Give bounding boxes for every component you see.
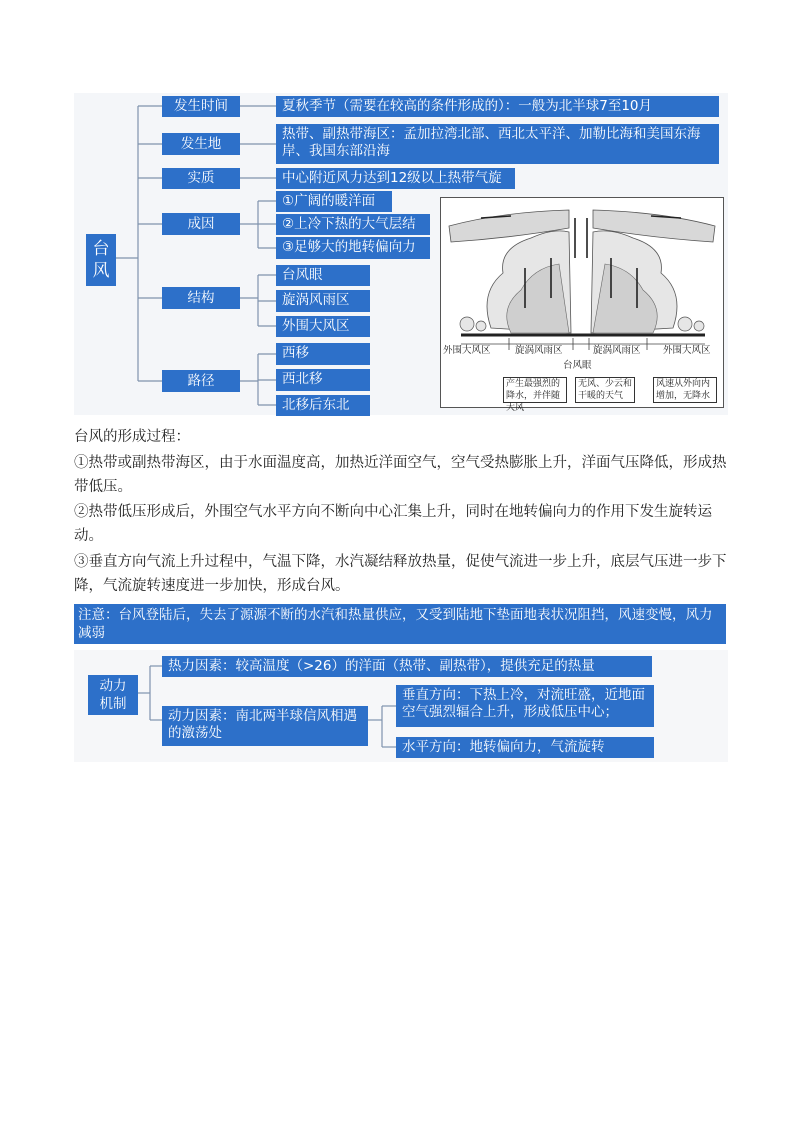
item-cause-2: [276, 214, 430, 235]
item-cause-2-text: ②上冷下热的大气层结: [282, 216, 416, 232]
item-place: [276, 124, 719, 164]
item-structure-1-text: 台风眼: [282, 267, 323, 283]
note-outer-text: 风速从外向内增加，无降水: [656, 379, 711, 401]
label-vortex-left: 旋涡风雨区: [515, 345, 563, 356]
item-time: [276, 96, 719, 117]
item-structure-3: [276, 316, 370, 337]
formation-step-1: ①热带或副热带海区，由于水面温度高，加热近洋面空气，空气受热膨胀上升，洋面气压降低，形成热带低压。: [74, 455, 727, 495]
note-eye: [575, 377, 635, 403]
horizontal-direction-text: 水平方向：地转偏向力，气流旋转: [402, 739, 605, 755]
item-path-3: [276, 395, 370, 416]
item-structure-3-text: 外围大风区: [282, 318, 350, 334]
dynamic-factor-text: 动力因素：南北两半球信风相遇的激荡处: [168, 708, 357, 741]
label-vortex-right: 旋涡风雨区: [593, 345, 641, 356]
item-path-2: [276, 369, 370, 391]
item-place-text: 热带、副热带海区：孟加拉湾北部、西北太平洋、加勒比海和美国东海岸、我国东部沿海: [282, 126, 701, 159]
branch-place-label: 发生地: [180, 135, 222, 152]
typhoon-cloud-illustration: [441, 198, 723, 407]
note-outer: [653, 377, 717, 403]
dynamic-factor: [162, 706, 368, 746]
branch-time-label: 发生时间: [174, 98, 228, 114]
item-essence-text: 中心附近风力达到12级以上热带气旋: [282, 170, 502, 186]
branch-structure: [162, 287, 240, 309]
thermal-factor-text: 热力因素：较高温度（>26）的洋面（热带、副热带），提供充足的热量: [168, 658, 595, 674]
typhoon-root-label: 台风: [92, 239, 110, 281]
branch-place: [162, 133, 240, 155]
vertical-direction-text: 垂直方向：下热上冷，对流旺盛，近地面空气强烈辐合上升，形成低压中心；: [402, 687, 645, 720]
horizontal-direction: [396, 737, 654, 758]
typhoon-root: [86, 234, 116, 286]
formation-step-3: ③垂直方向气流上升过程中，气温下降，水汽凝结释放热量，促使气流进一步上升，底层气压进一步下降，气流旋转速度进一步加快，形成台风。: [74, 554, 727, 594]
item-cause-3-text: ③足够大的地转偏向力: [282, 239, 416, 255]
item-essence: [276, 168, 515, 189]
item-path-1: [276, 343, 370, 365]
item-cause-1: [276, 191, 392, 212]
item-time-text: 夏秋季节（需要在较高的条件形成的）：一般为北半球7至10月: [282, 98, 653, 114]
branch-structure-label: 结构: [187, 289, 215, 306]
branch-time: [162, 96, 240, 117]
item-cause-1-text: ①广阔的暖洋面: [282, 193, 376, 209]
branch-essence-label: 实质: [187, 170, 215, 186]
branch-cause: [162, 213, 240, 235]
branch-cause-label: 成因: [187, 215, 215, 232]
item-structure-2-text: 旋涡风雨区: [282, 292, 350, 308]
thermal-factor: [162, 656, 652, 677]
label-outer-left: 外围大风区: [443, 345, 491, 356]
item-path-1-text: 西移: [282, 345, 309, 361]
typhoon-structure-figure: [440, 197, 724, 413]
label-eye: 台风眼: [563, 360, 592, 371]
branch-path-label: 路径: [187, 372, 215, 389]
formation-heading: 台风的形成过程：: [74, 429, 190, 445]
note-eye-text: 无风、少云和干暖的天气: [578, 379, 633, 401]
item-path-2-text: 西北移: [282, 371, 323, 387]
formation-step-2: ②热带低压形成后，外围空气水平方向不断向中心汇集上升，同时在地转偏向力的作用下发生旋转运动。: [74, 504, 712, 544]
landfall-note: [74, 604, 726, 644]
vertical-direction: [396, 685, 654, 727]
branch-essence: [162, 168, 240, 189]
item-structure-2: [276, 290, 370, 312]
label-outer-right: 外围大风区: [663, 345, 711, 356]
note-vortex-text: 产生最强烈的降水，并伴随大风: [506, 379, 561, 413]
landfall-note-text: 注意：台风登陆后，失去了源源不断的水汽和热量供应，又受到陆地下垫面地表状况阻挡，风速变慢，风力减弱: [78, 607, 713, 641]
mechanism-root: [88, 675, 138, 715]
item-path-3-text: 北移后东北: [282, 397, 350, 413]
mechanism-root-label: 动力机制: [99, 678, 127, 712]
note-vortex: [503, 377, 567, 413]
branch-path: [162, 370, 240, 392]
item-structure-1: [276, 265, 370, 286]
item-cause-3: [276, 237, 430, 259]
